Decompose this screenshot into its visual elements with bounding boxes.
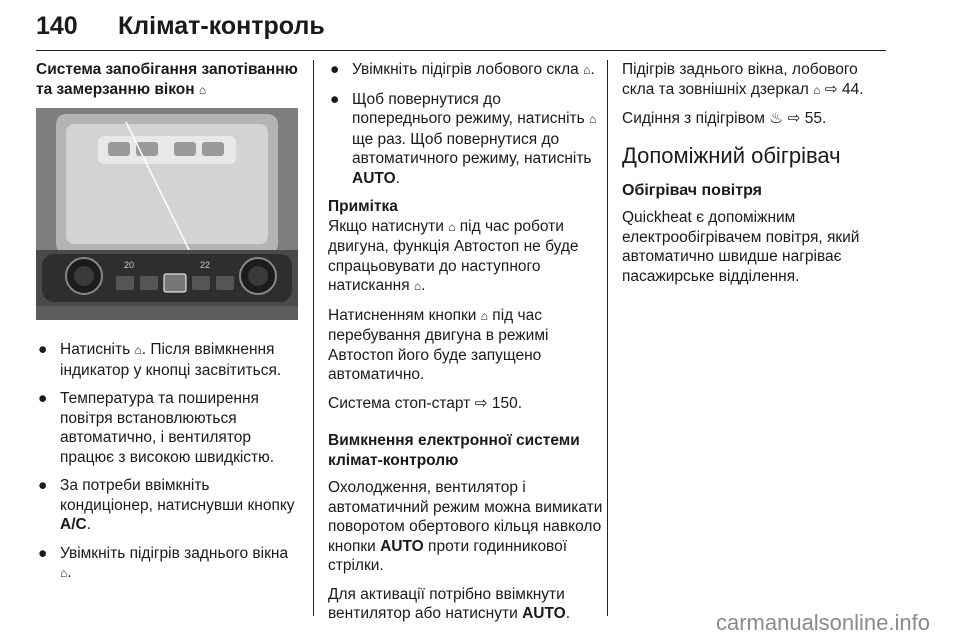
defrost-icon: ⌂ (480, 308, 488, 323)
note-text: Натисненням кнопки ⌂ під час перебування двигуна в режимі Автостоп його буде запущено автоматично. (328, 306, 549, 383)
page-header (36, 8, 886, 51)
paragraph: Quickheat є допоміжним електрообігрівачем повітря, який автоматично швидше нагріває пасажирське відділення. (622, 209, 860, 285)
defrost-icon: ⌂ (198, 82, 207, 97)
defrost-icon: ⌂ (589, 112, 597, 126)
note-text: Якщо натиснути ⌂ під час роботи двигуна, функція Автостоп не буде спрацьовувати до наступного натискання ⌂. (328, 217, 579, 294)
column-divider (313, 60, 314, 616)
subsection-heading: Обігрівач повітря (622, 181, 762, 199)
list-item: ● Натисніть ⌂. Після ввімкнення індикатор у кнопці засвітиться. (38, 341, 282, 379)
paragraph: Охолодження, вентилятор і автоматичний режим можна вимикати поворотом обертового кільця навколо кнопки AUTO проти годинникової стрілки. (328, 479, 603, 574)
list-item: ● Увімкніть підігрів заднього вікна ⌂. (38, 544, 289, 581)
column-3 (622, 60, 892, 295)
arrow-icon: ⇨ (787, 110, 801, 127)
paragraph: Для активації потрібно ввімкнути вентилятор або натиснути AUTO. (328, 585, 571, 622)
page-number: 140 (36, 12, 78, 40)
section-heading: Вимкнення електронної системи клімат-контролю (328, 432, 580, 469)
watermark: carmanualsonline.info (715, 610, 930, 635)
cross-reference: Система стоп-старт ⇨ 150. (328, 394, 523, 412)
seat-heat-icon: ♨ (769, 110, 784, 127)
column-2 (328, 60, 604, 633)
temp-right-label: 22 (200, 260, 211, 270)
defrost-icon: ⌂ (413, 279, 422, 293)
climate-panel-illustration (36, 108, 298, 320)
defrost-icon: ⌂ (448, 219, 456, 234)
chapter-section-heading: Допоміжний обігрівач (622, 142, 841, 168)
cross-reference: Підігрів заднього вікна, лобового скла та зовнішніх дзеркал ⌂ ⇨ 44. (622, 61, 864, 98)
list-item: ● За потреби ввімкніть кондиціонер, натиснувши кнопку A/C. (38, 477, 295, 533)
list-item: ● Температура та поширення повітря встановлюються автоматично, і вентилятор працює з високою швидкістю. (38, 390, 275, 466)
list-item: ● Увімкніть підігрів лобового скла ⌂. (330, 61, 595, 78)
defrost-icon: ⌂ (134, 343, 142, 357)
column-1 (36, 60, 300, 593)
arrow-icon: ⇨ (474, 394, 488, 412)
climate-panel-photo (36, 108, 298, 320)
list-item: ● Щоб повернутися до попереднього режиму, натисніть ⌂ ще раз. Щоб повернутися до автоматичного режиму, натисніть AUTO. (330, 90, 597, 187)
column-divider (607, 60, 608, 616)
defrost-icon: ⌂ (813, 82, 821, 97)
windscreen-heat-icon: ⌂ (583, 63, 591, 77)
chapter-title: Клімат-контроль (118, 12, 325, 40)
cross-reference: Сидіння з підігрівом ♨ ⇨ 55. (622, 110, 827, 127)
note-title: Примітка (328, 198, 398, 215)
rear-defrost-icon: ⌂ (60, 566, 68, 580)
section-heading: Система запобігання запотіванню та замерзанню вікон ⌂ (36, 61, 298, 98)
arrow-icon: ⇨ (824, 80, 838, 98)
temp-left-label: 20 (124, 260, 135, 270)
